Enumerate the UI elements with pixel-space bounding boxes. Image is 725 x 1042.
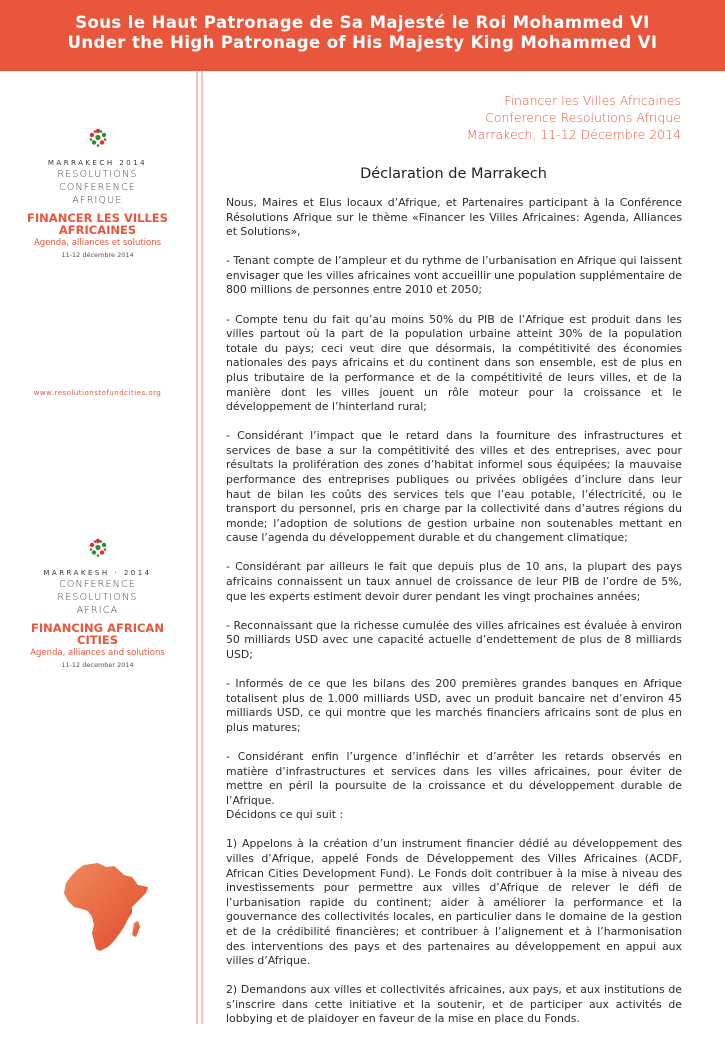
paragraph: 2) Demandons aux villes et collectivités africaines, aux pays, et aux institutions de s’inscrire dans cette initiative et la soutenir, et de participer aux activités de lobbying et de plaidoyer en faveur de la mise en place du Fonds. bbox=[226, 983, 682, 1026]
logo-city: MARRAKECH 2014 bbox=[47, 159, 148, 167]
logo-brand-3: AFRIQUE bbox=[72, 195, 123, 206]
declaration-body bbox=[226, 196, 682, 1042]
banner-line-fr: Sous le Haut Patronage de Sa Majesté le Roi Mohammed VI bbox=[75, 13, 650, 32]
document-title: Déclaration de Marrakech bbox=[360, 166, 547, 182]
paragraph: - Compte tenu du fait qu’au moins 50% du PIB de l’Afrique est produit dans les villes partout où la part de la population urbaine atteint 30% de la population totale du pays; ceci veut dire que désormais, la compétitivité des économies nationales des pays africains et du continent dans son ensemble, est de plus en plus tributaire de la performance et de la compétitivité de leurs villes, et de la manière dont les villes jouent un rôle moteur pour la croissance et le développement de l’hinterland rural; bbox=[226, 312, 682, 414]
logo-brand-1: CONFERENCE bbox=[58, 579, 137, 590]
logo-theme-1: FINANCER LES VILLES bbox=[27, 211, 168, 225]
paragraph: - Considérant l’impact que le retard dans la fourniture des infrastructures et services de base a sur la compétitivité des villes et des entreprises, avec pour résultats la prolifération des zones d’habitat informel sous équipées; la mauvaise performance des entreprises publiques ou privées obligées d’inclure dans leur haut de bilan les coûts des services tels que l’eau potable, l’électricité, ou le transport du personnel, pris en charge par la collectivité dans d’autres régions du monde; l’adoption de solutions de gestion urbaine non soutenables mettant en cause l’agenda du développement durable et du changement climatique; bbox=[226, 429, 682, 545]
logo-brand-1: RESOLUTIONS bbox=[57, 169, 138, 180]
banner-line-en: Under the High Patronage of His Majesty King Mohammed VI bbox=[67, 33, 658, 52]
logo-subtitle: Agenda, alliances et solutions bbox=[33, 238, 162, 248]
logo-theme-2: AFRICAINES bbox=[58, 223, 137, 237]
paragraph: Nous, Maires et Elus locaux d’Afrique, et Partenaires participant à la Conférence Résolutions Afrique sur le thème «Financer les Villes Africaines: Agenda, Alliances et Solutions», bbox=[226, 196, 682, 239]
conference-header bbox=[467, 92, 681, 143]
logo-brand-2: CONFERENCE bbox=[58, 182, 137, 193]
sidebar-divider-right bbox=[201, 71, 203, 1024]
star-emblem-icon bbox=[87, 127, 109, 149]
conference-logo-en bbox=[0, 537, 195, 669]
paragraph: 1) Appelons à la création d’un instrument financier dédié au développement des villes d’Afrique, appelé Fonds de Développement des Villes Africaines (ACDF, African Cities Development Fund). Le Fonds doit contribuer à la mise à niveau des investissements pour permettre aux villes d’Afrique de relever le défi de l’urbanisation rapide du continent; aider à améliorer la performance et la gouvernance des collectivités locales, en particulier dans le domaine de la gestion et de la crédibilité financières; et contribuer à l’alignement et à l’harmonisation des interventions des pays et des partenaires au développement en appui aux villes d’Afrique. bbox=[226, 837, 682, 968]
paragraph: Décidons ce qui suit : bbox=[226, 808, 344, 822]
paragraph: - Tenant compte de l’ampleur et du rythme de l’urbanisation en Afrique qui laissent envisager que les villes africaines vont accueillir une population supplémentaire de 800 millions de personnes entre 2010 et 2050; bbox=[226, 254, 682, 297]
logo-subtitle: Agenda, alliances and solutions bbox=[30, 648, 165, 658]
header-line-1: Financer les Villes Africaines bbox=[504, 93, 681, 108]
logo-date: 11-12 décembre 2014 bbox=[61, 251, 134, 259]
sidebar bbox=[0, 71, 195, 1024]
patronage-banner bbox=[0, 0, 725, 71]
star-emblem-icon bbox=[87, 537, 109, 559]
header-line-3: Marrakech, 11-12 Décembre 2014 bbox=[466, 127, 681, 142]
logo-brand-2: RESOLUTIONS bbox=[57, 592, 138, 603]
conference-logo-fr bbox=[0, 127, 195, 259]
sidebar-divider-left bbox=[196, 71, 198, 1024]
logo-brand-3: AFRICA bbox=[76, 605, 119, 616]
logo-city: MARRAKESH · 2014 bbox=[43, 569, 152, 577]
paragraph: - Considérant par ailleurs le fait que depuis plus de 10 ans, la plupart des pays africains connaissent un taux annuel de croissance de leur PIB de l’ordre de 5%, que les experts estiment devoir durer pendant les vingt prochaines années; bbox=[226, 560, 682, 603]
website-link[interactable]: www.resolutionstofundcities.org bbox=[33, 389, 162, 397]
logo-date: 11-12 december 2014 bbox=[61, 661, 134, 669]
paragraph: - Informés de ce que les bilans des 200 premières grandes banques en Afrique totalisent plus de 1.000 milliards USD, avec un produit bancaire net d’environ 45 milliards USD, ce qui montre que les marchés financiers africains sont de plus en plus matures; bbox=[226, 677, 682, 734]
paragraph: - Considérant enfin l’urgence d’infléchir et d’arrêter les retards observés en matière d’infrastructures et services dans les villes africaines, pour éviter de mettre en péril la poursuite de la croissance et du développement durable de l’Afrique. bbox=[226, 749, 682, 807]
logo-theme-2: CITIES bbox=[77, 633, 118, 647]
header-line-2: Conference Resolutions Afrique bbox=[485, 110, 681, 125]
logo-theme-1: FINANCING AFRICAN bbox=[31, 621, 164, 635]
africa-map-icon bbox=[62, 861, 150, 957]
paragraph: - Reconnaissant que la richesse cumulée des villes africaines est évaluée à environ 50 milliards USD avec une capacité actuelle d’endettement de plus de 8 milliards USD; bbox=[226, 618, 682, 661]
